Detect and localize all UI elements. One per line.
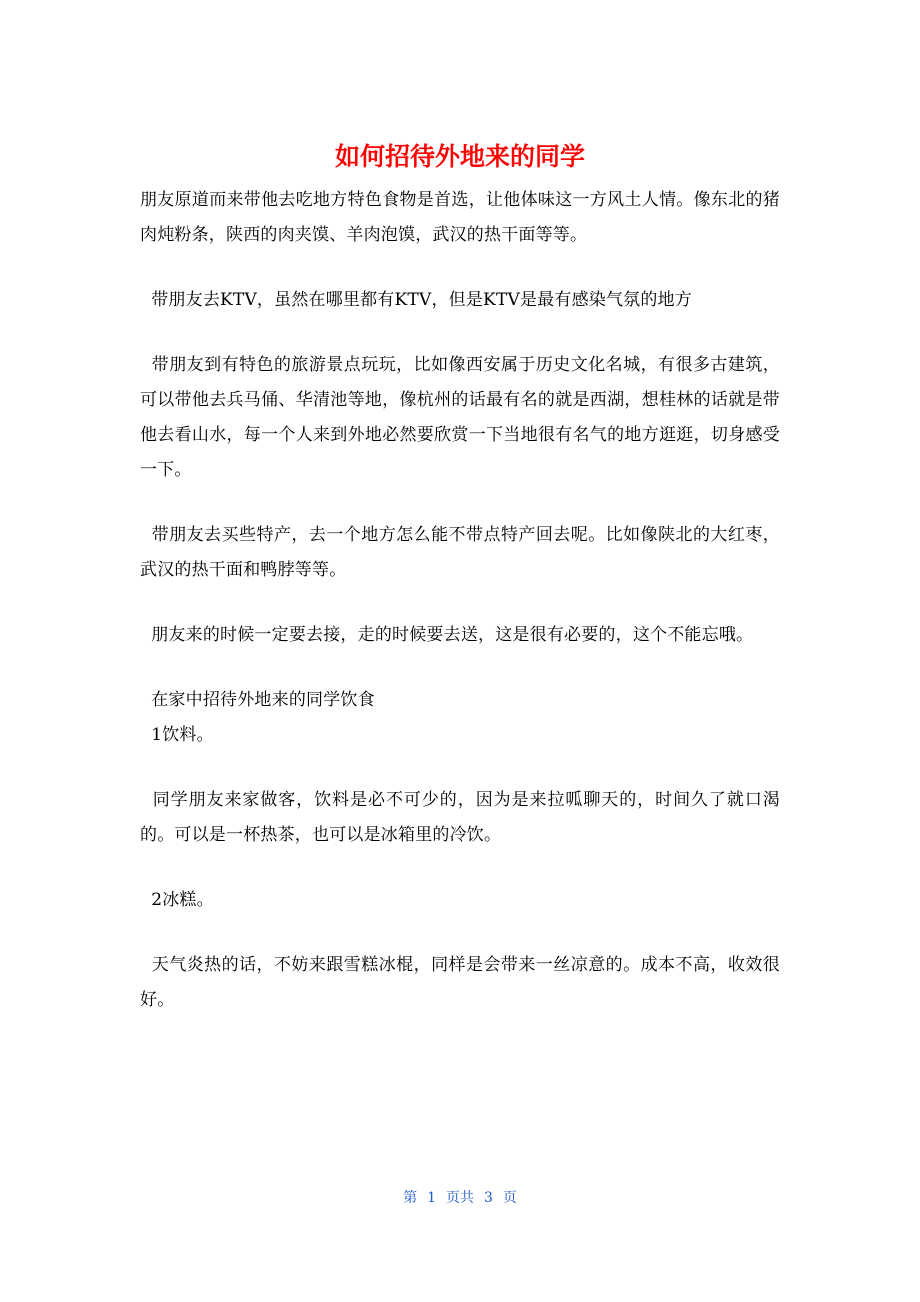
section-heading-home-food: 在家中招待外地来的同学饮食	[140, 690, 375, 710]
page-footer	[0, 1186, 920, 1210]
footer-mid: 页共	[446, 1190, 474, 1206]
document-title: 如何招待外地来的同学	[334, 142, 585, 171]
paragraph-3: 带朋友到有特色的旅游景点玩玩，比如像西安属于历史文化名城，有很多古建筑，可以带他去兵马俑、华清池等地，像杭州的话最有名的就是西湖，想桂林的话就是带他去看山水，每一个人来到外地必然要欣赏一下当地很有名气的地方逛逛，切身感受一下。	[140, 355, 780, 480]
paragraph-drinks: 同学朋友来家做客，饮料是必不可少的，因为是来拉呱聊天的，时间久了就口渴的。可以是一杯热茶，也可以是冰箱里的冷饮。	[140, 790, 780, 845]
list-item-ice-cream: 2冰糕。	[140, 890, 214, 910]
document-body	[140, 183, 780, 1018]
footer-total-pages: 3	[484, 1190, 493, 1206]
paragraph-1: 朋友原道而来带他去吃地方特色食物是首选，让他体味这一方风土人情。像东北的猪肉炖粉条，陕西的肉夹馍、羊肉泡馍，武汉的热干面等等。	[140, 190, 780, 245]
paragraph-2: 带朋友去KTV，虽然在哪里都有KTV，但是KTV是最有感染气氛的地方	[140, 290, 692, 310]
footer-prefix: 第	[403, 1190, 418, 1206]
paragraph-ice-cream: 天气炎热的话，不妨来跟雪糕冰棍，同样是会带来一丝凉意的。成本不高，收效很好。	[140, 955, 780, 1010]
paragraph-5: 朋友来的时候一定要去接，走的时候要去送，这是很有必要的，这个不能忘哦。	[140, 625, 754, 645]
paragraph-4: 带朋友去买些特产，去一个地方怎么能不带点特产回去呢。比如像陕北的大红枣，武汉的热干面和鸭脖等等。	[140, 525, 780, 580]
footer-suffix: 页	[502, 1190, 517, 1206]
list-item-drinks: 1饮料。	[140, 725, 214, 745]
footer-current-page: 1	[427, 1190, 436, 1206]
